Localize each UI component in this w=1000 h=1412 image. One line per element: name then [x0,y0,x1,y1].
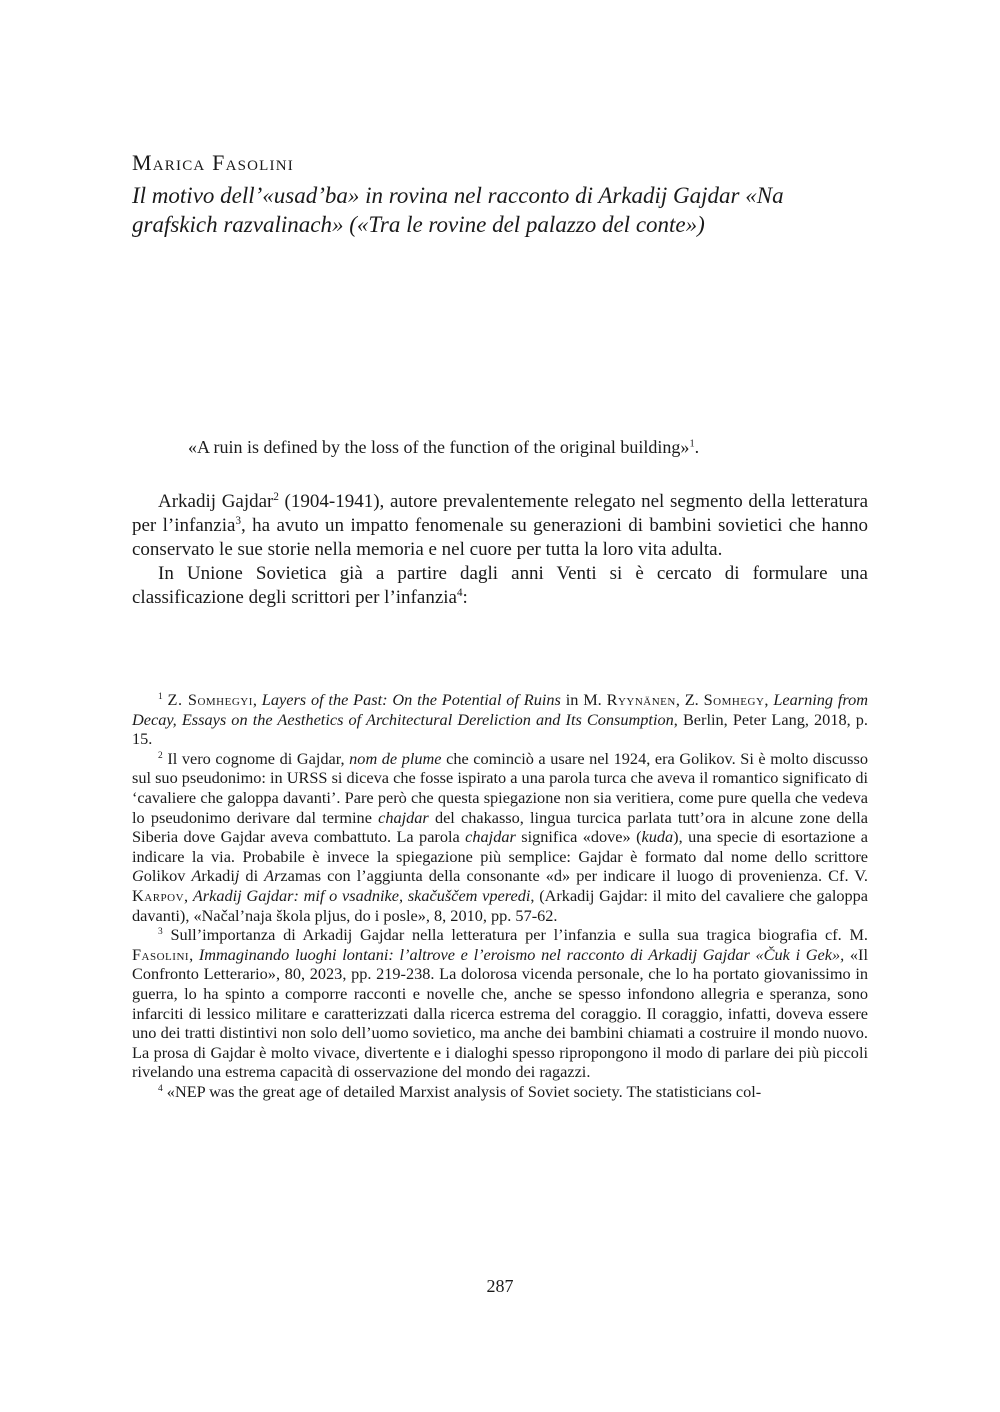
footnote-4: $^4$ «NEP was the great age of detailed Marxist analysis of Soviet society. The statisticians col- [158,1081,762,1101]
footnote-2: $^2$ Il vero cognome di Gajdar, nom de plume che cominciò a usare nel 1924, era Golikov. Si è molto discusso sul suo pseudonimo: in URSS si diceva che fosse ispirato a una parola turca che aveva il romantico significato di ‘cavaliere che galoppa davanti’. Pare però che questa spiegazione non sia veritiera, come pure quella che vedeva lo pseudonimo derivare dal termine chajdar del chakasso, lingua turcica parlata tutt’ora in alcune zone della Siberia dove Gajdar aveva combattuto. La parola chajdar significa «dove» (kuda), una specie di esortazione a indicare la via. Probabile è invece la spiegazione più semplice: Gajdar è formato dal nome dello scrittore Golikov Arkadij di Arzamas con l’aggiunta della consonante «d» per indicare il luogo di provenienza. Cf. V. Karpov, Arkadij Gajdar: mif o vsadnike, skačuščem vperedi, (Arkadij Gajdar: il mito del cavaliere che galoppa davanti), «Načal’naja škola pljus, do i posle», 8, 2010, pp. 57-62. [132,748,869,925]
footnote-ref-3[interactable]: 3 [235,515,241,528]
page-number: 287 [486,1276,514,1296]
article-title: Il motivo dell’«usad’ba» in rovina nel racconto di Arkadij Gajdar «Na grafskich razvalinach» («Tra le rovine del palazzo del conte») [132,183,784,237]
epigraph-text: «A ruin is defined by the loss of the function of the original building» [188,437,690,457]
footnote-3: $^3$ Sull’importanza di Arkadij Gajdar nella letteratura per l’infanzia e sulla sua tragica biografia cf. M. Fasolini, Immaginando luoghi lontani: l’altrove e l’eroismo nel racconto di Arkadij Gajdar «Čuk i Gek», «Il Confronto Letterario», 80, 2023, pp. 219-238. La dolorosa vicenda personale, che lo ha portato giovanissimo in guerra, lo ha spinto a comporre racconti e novelle che, anche se spesso infondono allegria e speranza, sono infarciti di lessico militare e caratterizzati dalla ricerca estrema del coraggio. Il coraggio, infatti, doveva essere uno dei tratti distintivi non solo dell’uomo sovietico, ma anche dei bambini chiamati a costruire il mondo nuovo. La prosa di Gajdar è molto vivace, divertente e i dialoghi spesso ripropongono il modo di parlare dei più piccoli rivelando una estrema capacità di osservazione del mondo dei ragazzi. [132,925,869,1082]
footnote-number: 1 [158,692,163,703]
footnotes [132,690,868,1101]
footnote-number: 2 [158,750,163,761]
footnote-ref-2[interactable]: 2 [273,491,279,504]
body-text [132,490,868,610]
author-name: Marica Fasolini [132,150,294,175]
footnote-number: 4 [158,1084,163,1095]
epigraph: «A ruin is defined by the loss of the function of the original building»$^1$. [188,437,700,457]
footnote-ref-4[interactable]: 4 [456,587,463,600]
paragraph: In Unione Sovietica già a partire dagli anni Venti si è cercato di formulare una classificazione degli scrittori per l’infanzia$^4$: [132,563,868,608]
footnote-ref-1[interactable]: 1 [689,438,695,450]
paragraph: Arkadij Gajdar$^2$ (1904-1941), autore prevalentemente relegato nel segmento della letteratura per l’infanzia$^3$, ha avuto un impatto fenomenale su generazioni di bambini sovietici che hanno conservato le sue storie nella memoria e nel cuore per tutta la loro vita adulta. [132,491,868,560]
footnote-1: $^1$ Z. Somhegyi, Layers of the Past: On the Potential of Ruins in M. Ryynänen, Z. Somhegy, Learning from Decay, Essays on the Aesthetics of Architectural Dereliction and Its Consumption, Berlin, Peter Lang, 2018, p. 15. [132,690,869,749]
footnote-number: 3 [158,927,163,938]
